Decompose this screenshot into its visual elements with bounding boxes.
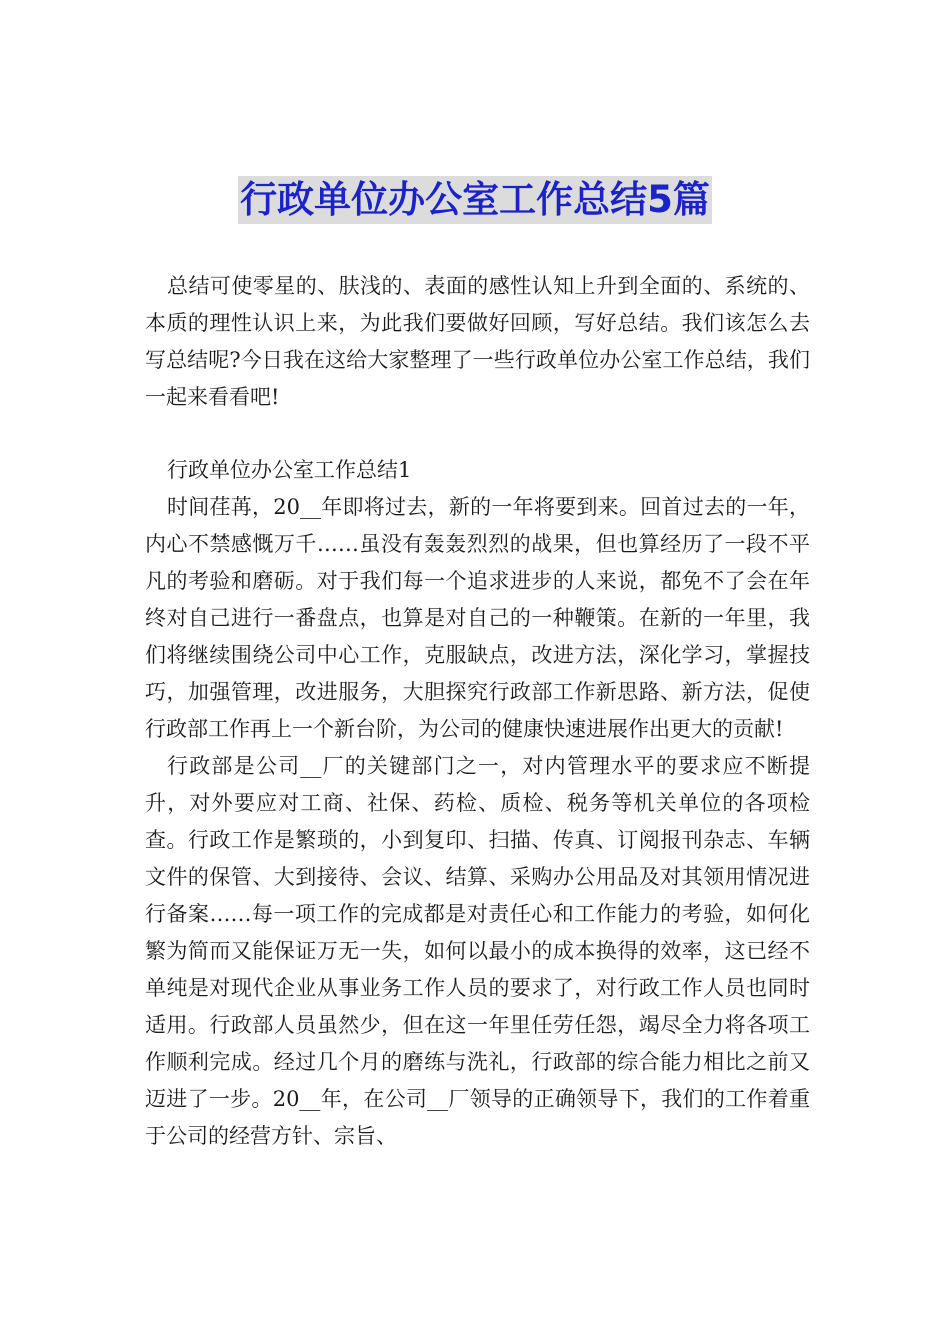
intro-paragraph: 总结可使零星的、肤浅的、表面的感性认知上升到全面的、系统的、本质的理性认识上来，为此我们要做好回顾，写好总结。我们该怎么去写总结呢?今日我在这给大家整理了一些行政单位办公室工作总结，我们一起来看看吧! [145,274,810,409]
body-paragraph: 时间荏苒，20__年即将过去，新的一年将要到来。回首过去的一年，内心不禁感慨万千……虽没有轰轰烈烈的战果，但也算经历了一段不平凡的考验和磨砺。对于我们每一个追求进步的人来说，都免不了会在年终对自己进行一番盘点，也算是对自己的一种鞭策。在新的一年里，我们将继续围绕公司中心工作，克服缺点，改进方法，深化学习，掌握技巧，加强管理，改进服务，大胆探究行政部工作新思路、新方法，促使行政部工作再上一个新台阶，为公司的健康快速进展作出更大的贡献! [145,495,810,741]
document-body [145,268,810,1155]
title-container [0,176,950,224]
section-heading: 行政单位办公室工作总结1 [167,458,412,482]
body-paragraph: 行政部是公司__厂的关键部门之一，对内管理水平的要求应不断提升，对外要应对工商、社保、药检、质检、税务等机关单位的各项检查。行政工作是繁琐的，小到复印、扫描、传真、订阅报刊杂志、车辆文件的保管、大到接待、会议、结算、采购办公用品及对其领用情况进行备案……每一项工作的完成都是对责任心和工作能力的考验，如何化繁为简而又能保证万无一失，如何以最小的成本换得的效率，这已经不单纯是对现代企业从事业务工作人员的要求了，对行政工作人员也同时适用。行政部人员虽然少，但在这一年里任劳任怨，竭尽全力将各项工作顺利完成。经过几个月的磨练与洗礼，行政部的综合能力相比之前又迈进了一步。20__年，在公司__厂领导的正确领导下，我们的工作着重于公司的经营方针、宗旨、 [145,754,810,1148]
document-title: 行政单位办公室工作总结5篇 [238,176,712,224]
